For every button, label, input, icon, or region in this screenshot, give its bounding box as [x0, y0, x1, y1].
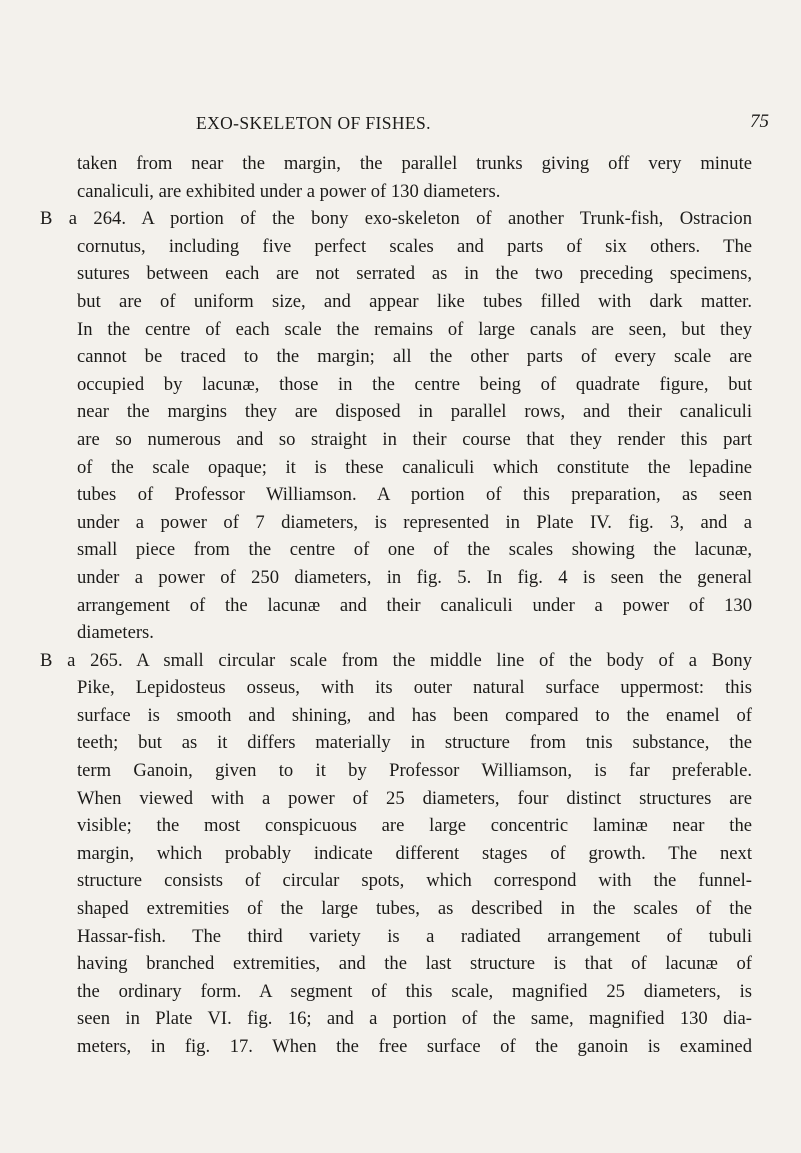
text-line: near the margins they are disposed in parallel rows, and their canaliculi — [77, 401, 752, 423]
text-line: occupied by lacunæ, those in the centre being of quadrate figure, but — [77, 373, 752, 395]
text-line: When viewed with a power of 25 diameters, four distinct structures are — [77, 787, 752, 809]
text-line: term Ganoin, given to it by Professor Williamson, is far preferable. — [77, 760, 752, 782]
text-line: surface is smooth and shining, and has been compared to the enamel of — [77, 704, 752, 726]
text-line: the ordinary form. A segment of this scale, magnified 25 diameters, is — [77, 980, 752, 1002]
body-text — [40, 150, 752, 1061]
text-line: shaped extremities of the large tubes, as described in the scales of the — [77, 898, 752, 920]
text-line: cannot be traced to the margin; all the other parts of every scale are — [77, 346, 752, 368]
text-line: seen in Plate VI. fig. 16; and a portion of the same, magnified 130 dia- — [77, 1008, 752, 1030]
entry-line: B a 265. A small circular scale from the middle line of the body of a Bony — [40, 649, 752, 671]
text-line: but are of uniform size, and appear like tubes filled with dark matter. — [77, 290, 752, 312]
text-line: sutures between each are not serrated as in the two preceding specimens, — [77, 263, 752, 285]
text-line: structure consists of circular spots, which correspond with the funnel- — [77, 870, 752, 892]
text-line: teeth; but as it differs materially in structure from tnis substance, the — [77, 732, 752, 754]
text-line: margin, which probably indicate different stages of growth. The next — [77, 842, 752, 864]
page-number: 75 — [750, 111, 769, 132]
text-line: visible; the most conspicuous are large concentric laminæ near the — [77, 815, 752, 837]
text-line: Pike, Lepidosteus osseus, with its outer natural surface uppermost: this — [77, 677, 752, 699]
text-line: arrangement of the lacunæ and their canaliculi under a power of 130 — [77, 594, 752, 616]
text-line: small piece from the centre of one of the scales showing the lacunæ, — [77, 539, 752, 561]
text-line: under a power of 7 diameters, is represented in Plate IV. fig. 3, and a — [77, 511, 752, 533]
text-line: taken from near the margin, the parallel trunks giving off very minute — [77, 153, 752, 174]
text-line: having branched extremities, and the last structure is that of lacunæ of — [77, 953, 752, 975]
text-line: In the centre of each scale the remains of large canals are seen, but they — [77, 318, 752, 340]
text-line: cornutus, including five perfect scales and parts of six others. The — [77, 235, 752, 257]
running-head-title: EXO-SKELETON OF FISHES. — [196, 113, 431, 133]
text-line: canaliculi, are exhibited under a power of 130 diameters. — [77, 180, 501, 202]
text-line: diameters. — [77, 622, 154, 644]
text-line: under a power of 250 diameters, in fig. 5. In fig. 4 is seen the general — [77, 566, 752, 588]
text-line: tubes of Professor Williamson. A portion of this preparation, as seen — [77, 484, 752, 506]
text-line: are so numerous and so straight in their course that they render this part — [77, 428, 752, 450]
text-line: of the scale opaque; it is these canaliculi which constitute the lepadine — [77, 456, 752, 478]
entry-line: B a 264. A portion of the bony exo-skeleton of another Trunk-fish, Ostracion — [40, 208, 752, 230]
text-line: Hassar-fish. The third variety is a radiated arrangement of tubuli — [77, 925, 752, 947]
text-line: meters, in fig. 17. When the free surface of the ganoin is examined — [77, 1036, 752, 1057]
